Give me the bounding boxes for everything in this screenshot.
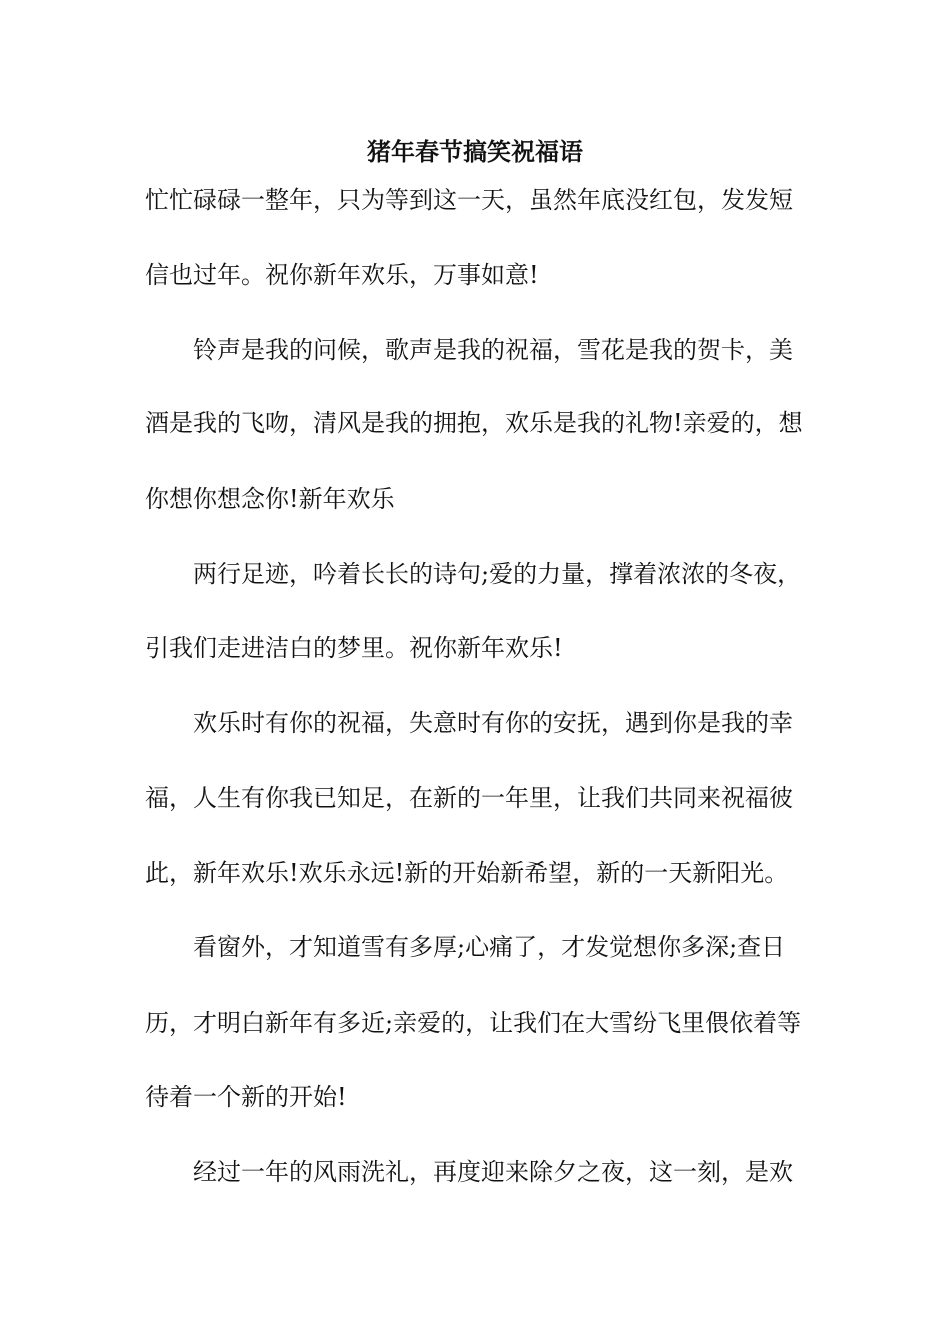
text-line: 酒是我的飞吻，清风是我的拥抱，欢乐是我的礼物!亲爱的，想 — [145, 409, 803, 437]
text-line: 信也过年。祝你新年欢乐，万事如意! — [145, 261, 539, 289]
text-line: 经过一年的风雨洗礼，再度迎来除夕之夜，这一刻，是欢 — [145, 1158, 793, 1186]
document-title: 猪年春节搞笑祝福语 — [367, 138, 583, 166]
text-line: 待着一个新的开始! — [145, 1083, 347, 1111]
text-line: 历，才明白新年有多近;亲爱的，让我们在大雪纷飞里偎依着等 — [145, 1009, 802, 1037]
text-line: 看窗外，才知道雪有多厚;心痛了，才发觉想你多深;查日 — [145, 933, 786, 961]
text-line: 福，人生有你我已知足，在新的一年里，让我们共同来祝福彼 — [145, 784, 793, 812]
text-line: 引我们走进洁白的梦里。祝你新年欢乐! — [145, 634, 563, 662]
text-line: 欢乐时有你的祝福，失意时有你的安抚，遇到你是我的幸 — [145, 709, 793, 737]
text-line: 此，新年欢乐!欢乐永远!新的开始新希望，新的一天新阳光。 — [145, 859, 789, 887]
text-line: 忙忙碌碌一整年，只为等到这一天，虽然年底没红包，发发短 — [145, 186, 793, 214]
text-line: 你想你想念你!新年欢乐 — [145, 485, 395, 513]
text-line: 两行足迹，吟着长长的诗句;爱的力量，撑着浓浓的冬夜， — [145, 560, 802, 588]
text-line: 铃声是我的问候，歌声是我的祝福，雪花是我的贺卡，美 — [145, 336, 793, 364]
